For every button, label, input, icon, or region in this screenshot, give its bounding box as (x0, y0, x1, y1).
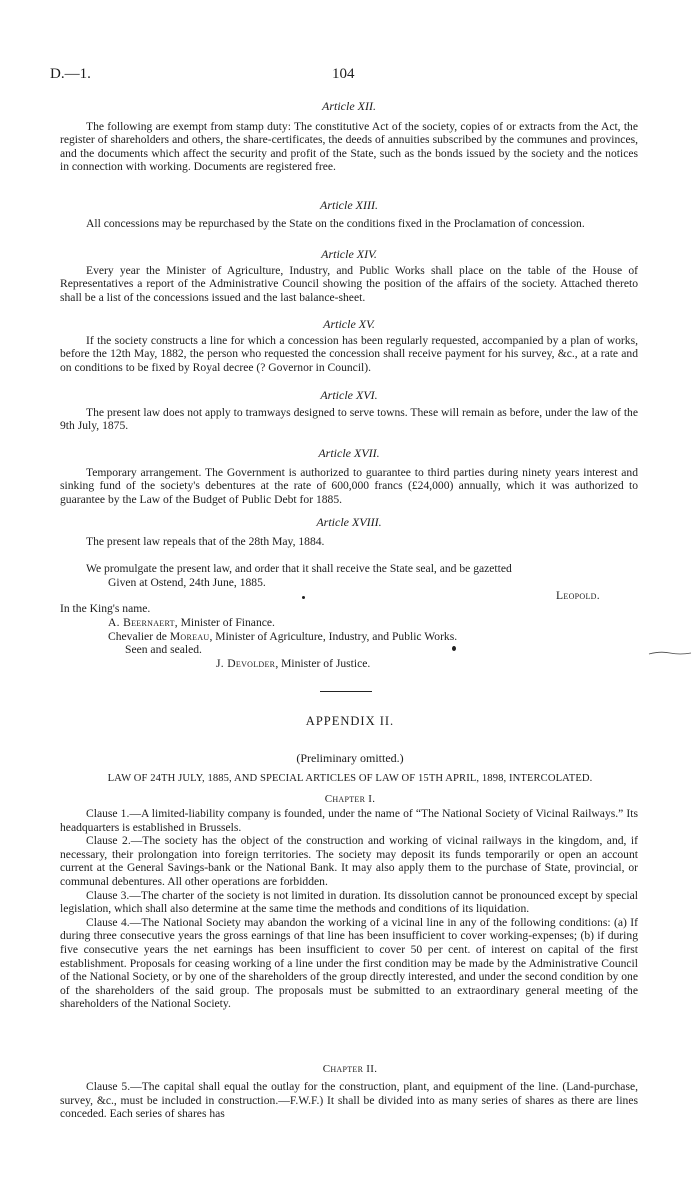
given-at-line: Given at Ostend, 24th June, 1885. (108, 576, 266, 589)
article-xii (60, 100, 638, 174)
signatory-name: A. Beernaert (108, 616, 175, 629)
article-text: Temporary arrangement. The Government is authorized to guarantee to third parties during ninety years interest and sinking fund of the society's debentures at the rate of 600,000 francs (£24,000) annually, which it was authorized to guarantee by the Law of the Budget of Public Debt for 1885. (60, 465, 638, 506)
margin-pen-mark (648, 650, 692, 656)
clause-5: Clause 5.—The capital shall equal the outlay for the construction, plant, and equipment of the line. (Land-purchase, survey, &c., must be included in construction.—F.W.F.) It shall be divided into as many series of shares as there are lines conceded. Each series of shares has (60, 1080, 638, 1121)
law-title: LAW OF 24TH JULY, 1885, AND SPECIAL ARTICLES OF LAW OF 15TH APRIL, 1898, INTERCOLATED. (107, 773, 593, 784)
signatory-name: Moreau (169, 630, 210, 643)
chapter-heading: Chapter II. (322, 1063, 378, 1075)
article-text: The present law repeals that of the 28th May, 1884. (86, 534, 325, 548)
article-text: The present law does not apply to tramways designed to serve towns. These will remain as before, under the law of the 9th July, 1875. (60, 405, 638, 433)
signatory-title: , Minister of Agriculture, Industry, and Public Works. (209, 630, 458, 643)
article-heading: Article XIII. (320, 198, 378, 212)
article-heading: Article XIV. (321, 247, 377, 261)
signatory-prefix: Chevalier de (108, 630, 170, 643)
clauses-chapter-1 (60, 807, 638, 1011)
signatory-finance (108, 616, 275, 630)
clauses-chapter-2 (60, 1080, 638, 1121)
preliminary-note: (Preliminary omitted.) (296, 751, 404, 765)
article-heading: Article XII. (322, 99, 376, 113)
article-xiii (60, 199, 638, 230)
sealed-line: Seen and sealed. (125, 643, 202, 656)
clause-3: Clause 3.—The charter of the society is not limited in duration. Its dissolution cannot be pronounced except by special legislation, which shall also determine at the same time the methods and conditions of its liquidation. (60, 888, 638, 916)
signatory-title: , Minister of Finance. (174, 616, 275, 629)
royal-signature: Leopold. (556, 589, 600, 602)
article-xviii (60, 516, 638, 548)
article-heading: Article XVII. (318, 446, 380, 460)
appendix-title: APPENDIX II. (305, 714, 395, 728)
document-reference: D.—1. (50, 66, 91, 82)
article-text: The following are exempt from stamp duty: The constitutive Act of the society, copies of or extracts from the Act, the register of shareholders and others, the share-certificates, the deeds of annuities subscribed by the communes and provinces, and the documents which affect the security and profit of the State, such as the bonds issued by the society and the notices in connection with working. Documents are registered free. (60, 119, 638, 174)
page-number: 104 (332, 66, 355, 82)
article-xv (60, 318, 638, 374)
promulgation-line: We promulgate the present law, and order that it shall receive the State seal, and be gazetted (86, 562, 512, 575)
clause-4: Clause 4.—The National Society may abandon the working of a vicinal line in any of the following conditions: (a) If during three consecutive years the gross earnings of that line has been insufficient to cover working-expenses; (b) if during five consecutive years the net earnings has been insufficient to cover 50 per cent. of interest on capital of the first establishment. Proposals for ceasing working of a line under the first condition may be made by the Administrative Council of the National Society, or by one of the shareholders of the group directly interested, and under the second condition by one of the shareholders of the said group. The proposals must be submitted to an extraordinary general meeting of the shareholders of the National Society. (60, 915, 638, 1011)
signatory-name: J. Devolder (216, 657, 276, 670)
clause-1: Clause 1.—A limited-liability company is founded, under the name of “The National Society of Vicinal Railways.” Its headquarters is established in Brussels. (60, 807, 638, 834)
article-heading: Article XV. (323, 317, 375, 331)
chapter-heading: Chapter I. (324, 793, 376, 805)
signatory-justice (216, 657, 370, 671)
article-text: Every year the Minister of Agriculture, Industry, and Public Works shall place on the table of the House of Representatives a report of the Administrative Council showing the position of the affairs of the society. Attached thereto shall be a list of the concessions issued and the last balance-sheet. (60, 263, 638, 304)
ink-speck (302, 596, 305, 599)
article-xvii (60, 447, 638, 506)
ink-speck (452, 646, 456, 651)
section-divider (320, 691, 372, 692)
article-heading: Article XVIII. (316, 515, 382, 529)
clause-2: Clause 2.—The society has the object of the construction and working of vicinal railways in the kingdom, and, if necessary, their prolongation into foreign territories. The society may deposit its funds temporarily or open an account current at the General Savings-bank or the National Bank. It may also apply them to the purchase of State, provincial, or communal debentures. All other operations are forbidden. (60, 834, 638, 888)
article-text: If the society constructs a line for which a concession has been regularly requested, accompanied by a plan of works, before the 12th May, 1882, the person who requested the concession shall receive payment for his survey, &c., at a rate and on conditions to be fixed by Royal decree (? Governor in Council). (60, 333, 638, 374)
article-xiv (60, 248, 638, 304)
signatory-title: , Minister of Justice. (275, 657, 371, 670)
kings-name-line: In the King's name. (60, 602, 151, 615)
article-text: All concessions may be repurchased by the State on the conditions fixed in the Proclamation of concession. (86, 216, 585, 230)
article-xvi (60, 389, 638, 433)
article-heading: Article XVI. (320, 388, 378, 402)
signatory-agriculture (108, 630, 457, 644)
